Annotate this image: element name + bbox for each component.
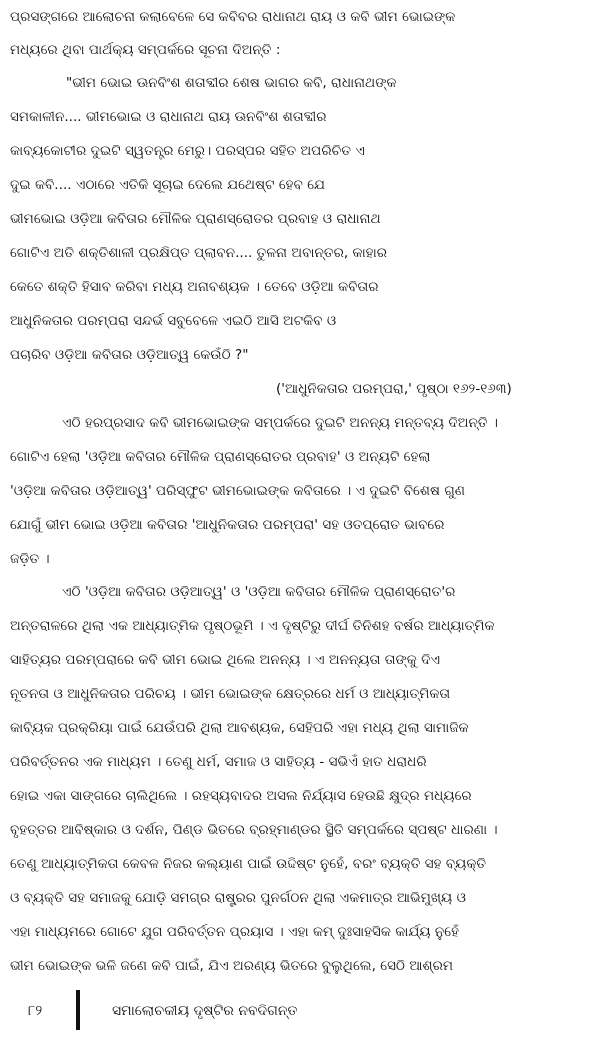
text-line: ପ୍ରସଙ୍ଗରେ ଆଲୋଚନା କଲାବେଳେ ସେ କବିବର ରାଧାନାଥ ରାୟ ଓ କବି ଭୀମ ଭୋଇଙ୍କ (10, 9, 456, 25)
text-line: ଓ ବ୍ୟକ୍ତି ସହ ସମାଜକୁ ଯୋଡ଼ି ସମଗ୍ର ରାଷ୍ଟ୍ରର ପୁନର୍ଗଠନ ଥିଲା ଏକମାତ୍ର ଆଭିମୁଖ୍ୟ ଓ (10, 890, 466, 906)
page-number: ୮୨ (28, 1003, 43, 1019)
quote-line: ଭୀମଭୋଇ ଓଡ଼ିଆ କବିତାର ମୌଳିକ ପ୍ରାଣସ୍ରୋତର ପ୍ରବାହ ଓ ରାଧାନାଥ (10, 211, 381, 227)
text-line: ଭୀମ ଭୋଇଙ୍କ ଭଳି ଜଣେ କବି ପାଇଁ, ଯିଏ ଅରଣ୍ୟ ଭିତରେ ବୁଲୁଥିଲେ, ସେଠି ଆଶ୍ରମ (10, 958, 454, 974)
quote-line: ସମକାଳୀନ.... ଭୀମଭୋଇ ଓ ରାଧାନାଥ ରାୟ ଊନବିଂଶ ଶତାବ୍ଦୀର (10, 109, 327, 125)
quote-line: ଗୋଟିଏ ଅତି ଶକ୍ତିଶାଳୀ ପ୍ରକ୍ଷିପ୍ତ ପ୍ଲାବନ.... ତୁଳନା ଅବାନ୍ତର, କାହାର (10, 245, 387, 261)
text-line: ସାହିତ୍ୟର ପରମ୍ପରାରେ କବି ଭୀମ ଭୋଇ ଥିଲେ ଅନନ୍ୟ । ଏ ଅନନ୍ୟତା ତାଙ୍କୁ ଦିଏ (10, 652, 441, 668)
text-line: 'ଓଡ଼ିଆ କବିତାର ଓଡ଼ିଆତ୍ୱ' ପରିସ୍ଫୁଟ ଭୀମଭୋଇଙ୍କ କବିତାରେ । ଏ ଦୁଇଟି ବିଶେଷ ଗୁଣ (10, 483, 466, 499)
footer-divider (76, 990, 80, 1030)
text-line: କାବ୍ୟିକ ପ୍ରକ୍ରିୟା ପାଇଁ ଯେଉଁପରି ଥିଲା ଆବଶ୍ୟକ, ସେହିପରି ଏହା ମଧ୍ୟ ଥିଲା ସାମାଜିକ (10, 720, 469, 736)
citation: ('ଆଧୁନିକତାର ପରମ୍ପରା,' ପୃଷ୍ଠା ୧୬୨-୧୬୩) (276, 381, 512, 397)
text-line: ତେଣୁ ଆଧ୍ୟାତ୍ମିକତା କେବଳ ନିଜର କଲ୍ୟାଣ ପାଇଁ ଉଦ୍ଦିଷ୍ଟ ନୁହେଁ, ବରଂ ବ୍ୟକ୍ତି ସହ ବ୍ୟକ୍ତି (10, 856, 487, 872)
text-line: ଜଡ଼ିତ । (10, 551, 50, 567)
quote-line: ଦୁଇ କବି.... ଏଠାରେ ଏତିକି ସୂଚାଇ ଦେଲେ ଯଥେଷ୍ଟ ହେବ ଯେ (10, 177, 325, 193)
text-line: ମଧ୍ୟରେ ଥିବା ପାର୍ଥକ୍ୟ ସମ୍ପର୍କରେ ସୂଚନା ଦିଅନ୍ତି : (10, 42, 281, 58)
quote-line: କେତେ ଶକ୍ତି ହିସାବ କରିବା ମଧ୍ୟ ଅନାବଶ୍ୟକ । ତେବେ ଓଡ଼ିଆ କବିତାର (10, 279, 379, 295)
text-line: ବୃହତ୍ତର ଆବିଷ୍କାର ଓ ଦର୍ଶନ, ପିଣ୍ଡ ଭିତରେ ବ୍ରହ୍ମାଣ୍ଡର ସ୍ଥିତି ସମ୍ପର୍କରେ ସ୍ପଷ୍ଟ ଧାରଣା । (10, 822, 498, 838)
text-line: ଏଠି ହରପ୍ରସାଦ କବି ଭୀମଭୋଇଙ୍କ ସମ୍ପର୍କରେ ଦୁଇଟି ଅନନ୍ୟ ମନ୍ତବ୍ୟ ଦିଅନ୍ତି । (62, 415, 498, 431)
quote-line: ପଚାରିବ ଓଡ଼ିଆ କବିତାର ଓଡ଼ିଆତ୍ୱ କେଉଁଠି ?" (10, 347, 249, 363)
text-line: ଯୋଗୁଁ ଭୀମ ଭୋଇ ଓଡ଼ିଆ କବିତାର 'ଆଧୁନିକତାର ପରମ୍ପରା' ସହ ଓତପ୍ରୋତ ଭାବରେ (10, 517, 445, 533)
text-line: ହୋଇ ଏକା ସାଙ୍ଗରେ ଚାଲିଥିଲେ । ରହସ୍ୟବାଦର ଅସଲ ନିର୍ଯ୍ୟାସ ହେଉଛି କ୍ଷୁଦ୍ର ମଧ୍ୟରେ (10, 788, 472, 804)
text-line: ଏଠି 'ଓଡ଼ିଆ କବିତାର ଓଡ଼ିଆତ୍ୱ' ଓ 'ଓଡ଼ିଆ କବିତାର ମୌଳିକ ପ୍ରାଣସ୍ରୋତ'ର (62, 584, 456, 600)
quote-line: "ଭୀମ ଭୋଇ ଊନବିଂଶ ଶତାବ୍ଦୀର ଶେଷ ଭାଗର କବି, ରାଧାନାଥଙ୍କ (66, 75, 397, 91)
text-line: ଗୋଟିଏ ହେଲା 'ଓଡ଼ିଆ କବିତାର ମୌଳିକ ପ୍ରାଣସ୍ରୋତର ପ୍ରବାହ' ଓ ଅନ୍ୟଟି ହେଲା (10, 449, 431, 465)
text-line: ଏହା ମାଧ୍ୟମରେ ଗୋଟେ ଯୁଗ ପରିବର୍ତ୍ତନ ପ୍ରୟାସ । ଏହା କମ୍ ଦୁଃସାହସିକ କାର୍ଯ୍ୟ ନୁହେଁ (10, 924, 460, 940)
quote-line: ଆଧୁନିକତାର ପରମ୍ପରା ସନ୍ଦର୍ଭ ସବୁବେଳେ ଏଇଠି ଆସି ଅଟକିବ ଓ (10, 313, 337, 329)
text-line: ପରିବର୍ତ୍ତନର ଏକ ମାଧ୍ୟମ । ତେଣୁ ଧର୍ମ, ସମାଜ ଓ ସାହିତ୍ୟ - ସଭିଏଁ ହାତ ଧରାଧରି (10, 754, 427, 770)
text-line: ଅନ୍ତରାଳରେ ଥିଲା ଏକ ଆଧ୍ୟାତ୍ମିକ ପୃଷ୍ଠଭୂମି । ଏ ଦୃଷ୍ଟିରୁ ଦୀର୍ଘ ତିନିଶହ ବର୍ଷର ଆଧ୍ୟାତ୍ମିକ (10, 618, 495, 634)
quote-line: କାବ୍ୟକୋଟୀର ଦୁଇଟି ସ୍ୱତନ୍ତ୍ର ମେରୁ। ପରସ୍ପର ସହିତ ଅପରିଚିତ ଏ (10, 143, 365, 159)
running-title: ସମାଲୋଚକୀୟ ଦୃଷ୍ଟିର ନବଦିଗନ୍ତ (112, 1003, 298, 1019)
text-line: ନୂତନତା ଓ ଆଧୁନିକତାର ପରିଚୟ । ଭୀମ ଭୋଇଙ୍କ କ୍ଷେତ୍ରରେ ଧର୍ମ ଓ ଆଧ୍ୟାତ୍ମିକତା (10, 686, 451, 702)
